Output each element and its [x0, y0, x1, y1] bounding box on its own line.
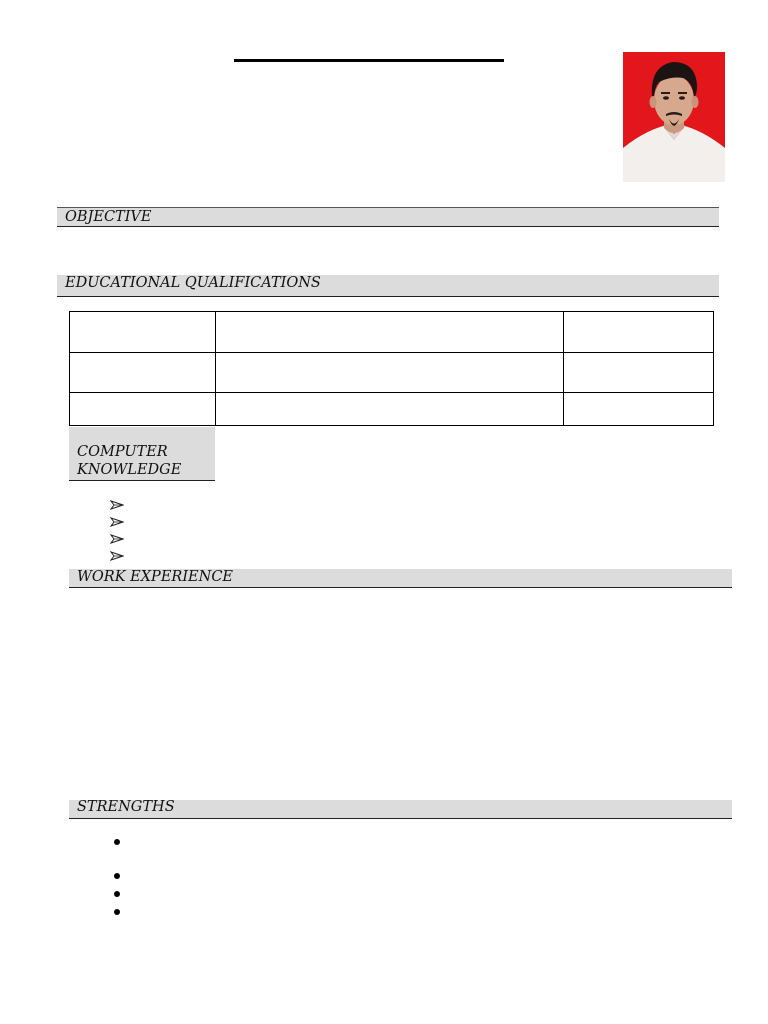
table-cell: [216, 353, 564, 393]
table-cell: [216, 393, 564, 426]
round-bullet-icon: [114, 891, 120, 897]
round-bullet-icon: [114, 839, 120, 845]
education-table: [69, 311, 714, 426]
section-computer-knowledge-line2: KNOWLEDGE: [77, 462, 182, 478]
section-education: EDUCATIONAL QUALIFICATIONS: [57, 275, 719, 297]
table-cell: [70, 353, 216, 393]
section-work-experience: WORK EXPERIENCE: [69, 569, 732, 588]
arrow-bullet-icon: [110, 547, 124, 564]
section-computer-knowledge-line1: COMPUTER: [77, 444, 168, 460]
table-row: [70, 353, 714, 393]
round-bullet-icon: [114, 909, 120, 915]
table-cell: [564, 393, 714, 426]
table-row: [70, 312, 714, 353]
table-cell: [70, 393, 216, 426]
table-cell: [216, 312, 564, 353]
section-computer-knowledge: [69, 427, 215, 481]
table-cell: [70, 312, 216, 353]
arrow-bullet-icon: [110, 530, 124, 547]
title-rule: [234, 59, 504, 62]
section-strengths: STRENGTHS: [69, 800, 732, 819]
profile-photo: [623, 52, 725, 182]
table-cell: [564, 353, 714, 393]
round-bullet-icon: [114, 873, 120, 879]
section-objective: OBJECTIVE: [57, 207, 719, 227]
arrow-bullet-icon: [110, 513, 124, 530]
arrow-bullet-icon: [110, 496, 124, 513]
table-cell: [564, 312, 714, 353]
table-row: [70, 393, 714, 426]
computer-knowledge-list: [110, 496, 124, 564]
